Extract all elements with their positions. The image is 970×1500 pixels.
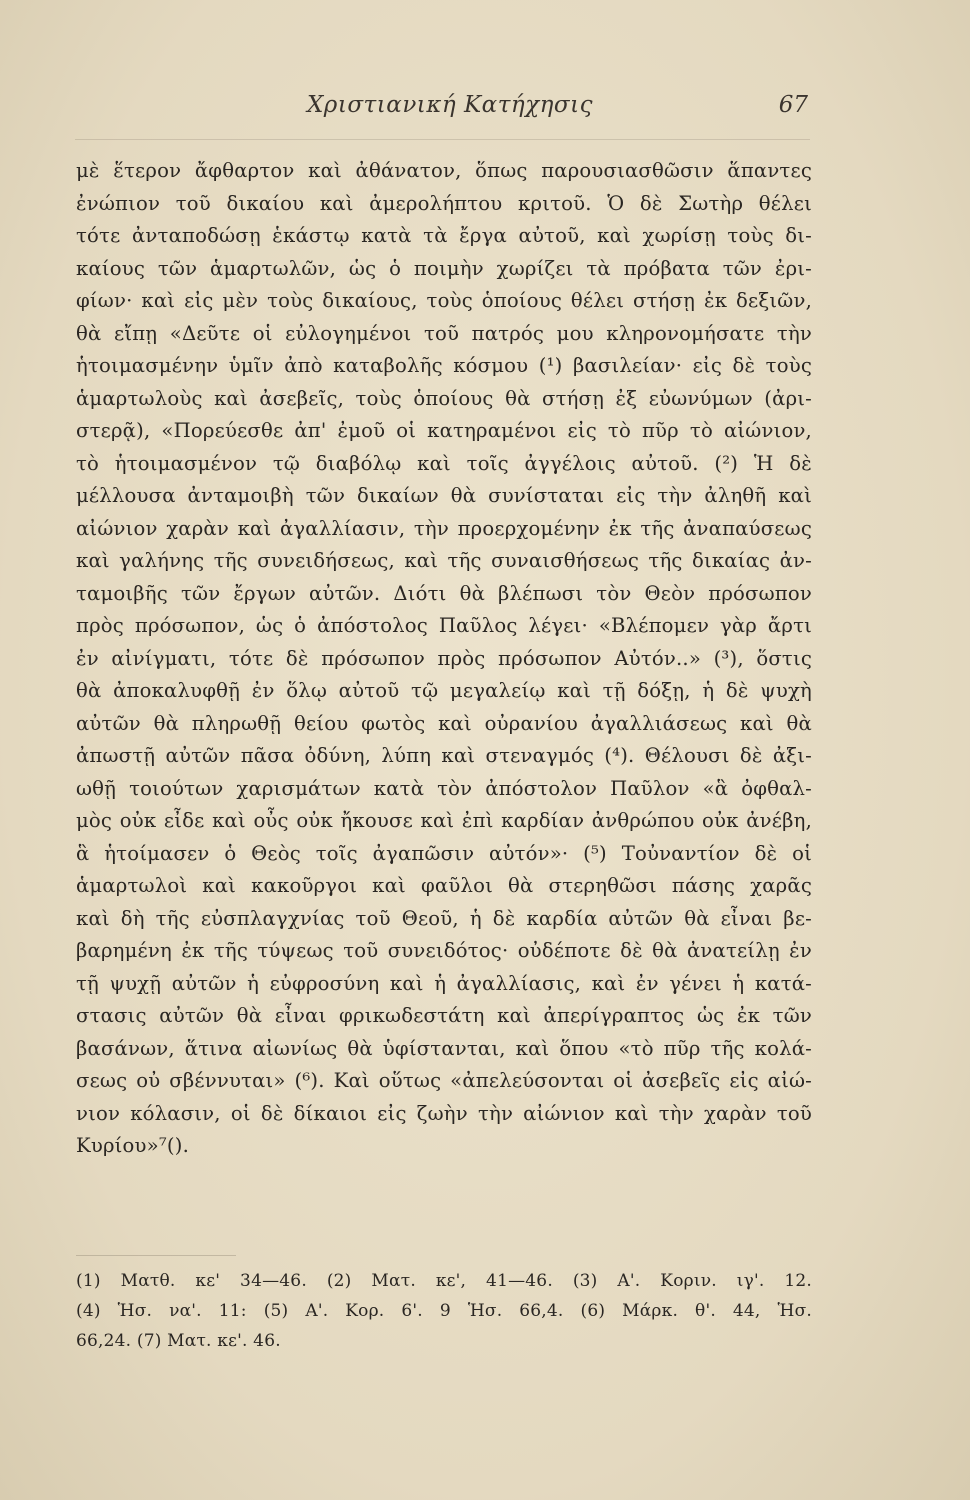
- footnotes: [76, 1266, 812, 1356]
- footnote-line: (1) Ματθ. κε' 34—46. (2) Ματ. κε', 41—46. (3) Α'. Κοριν. ιγ'. 12.: [76, 1271, 812, 1291]
- text-line: στερᾷ), «Πορεύεσθε ἀπ' ἐμοῦ οἱ κατηραμένοι εἰς τὸ πῦρ τὸ αἰώνιον,: [76, 419, 812, 442]
- footnote-line: (4) Ἡσ. να'. 11: (5) Α'. Κορ. 6'. 9 Ἡσ. 66,4. (6) Μάρκ. θ'. 44, Ἡσ.: [76, 1301, 812, 1321]
- text-line: καίους τῶν ἁμαρτωλῶν, ὡς ὁ ποιμὴν χωρίζει τὰ πρόβατα τῶν ἐρι-: [76, 256, 812, 280]
- text-line: μὸς οὐκ εἶδε καὶ οὖς οὐκ ἤκουσε καὶ ἐπὶ καρδίαν ἀνθρώπου οὐκ ἀνέβη,: [76, 809, 812, 832]
- text-line: καὶ δὴ τῆς εὐσπλαγχνίας τοῦ Θεοῦ, ἡ δὲ καρδία αὐτῶν θὰ εἶναι βε-: [76, 906, 812, 930]
- page-header: [0, 92, 970, 132]
- text-line: αἰώνιον χαρὰν καὶ ἀγαλλίασιν, τὴν προερχομένην ἐκ τῆς ἀναπαύσεως: [76, 516, 812, 540]
- text-line: τότε ἀνταποδώσῃ ἑκάστῳ κατὰ τὰ ἔργα αὐτοῦ, καὶ χωρίσῃ τοὺς δι-: [76, 224, 812, 247]
- text-line: Κυρίου»⁷().: [76, 1134, 190, 1157]
- text-line: ταμοιβῆς τῶν ἔργων αὐτῶν. Διότι θὰ βλέπωσι τὸν Θεὸν πρόσωπον: [76, 581, 812, 605]
- text-line: μέλλουσα ἀνταμοιβὴ τῶν δικαίων θὰ συνίσταται εἰς τὴν ἀληθῆ καὶ: [76, 484, 812, 507]
- text-line: τῇ ψυχῇ αὐτῶν ἡ εὐφροσύνη καὶ ἡ ἀγαλλίασις, καὶ ἐν γένει ἡ κατά-: [76, 971, 812, 995]
- main-text: [76, 155, 812, 1163]
- text-line: στασις αὐτῶν θὰ εἶναι φρικωδεστάτη καὶ ἀπερίγραπτος ὡς ἐκ τῶν: [76, 1004, 812, 1027]
- text-line: πρὸς πρόσωπον, ὡς ὁ ἀπόστολος Παῦλος λέγει· «Βλέπομεν γὰρ ἄρτι: [76, 614, 812, 637]
- text-line: ἀπωστῇ αὐτῶν πᾶσα ὀδύνη, λύπη καὶ στεναγμός (⁴). Θέλουσι δὲ ἀξι-: [76, 744, 812, 767]
- footnote-line: 66,24. (7) Ματ. κε'. 46.: [76, 1331, 281, 1351]
- text-line: ἁμαρτωλοὺς καὶ ἀσεβεῖς, τοὺς ὁποίους θὰ στήσῃ ἐξ εὐωνύμων (ἀρι-: [76, 386, 812, 410]
- text-line: νιον κόλασιν, οἱ δὲ δίκαιοι εἰς ζωὴν τὴν αἰώνιον καὶ τὴν χαρὰν τοῦ: [76, 1101, 812, 1125]
- text-line: ωθῇ τοιούτων χαρισμάτων κατὰ τὸν ἀπόστολον Παῦλον «ἃ ὀφθαλ-: [76, 776, 812, 800]
- text-line: καὶ γαλήνης τῆς συνειδήσεως, καὶ τῆς συναισθήσεως τῆς δικαίας ἀν-: [76, 549, 812, 572]
- text-line: ἃ ἡτοίμασεν ὁ Θεὸς τοῖς ἀγαπῶσιν αὐτόν»· (⁵) Τοὐναντίον δὲ οἱ: [76, 841, 812, 865]
- text-line: αὐτῶν θὰ πληρωθῇ θείου φωτὸς καὶ οὐρανίου ἀγαλλιάσεως καὶ θὰ: [76, 711, 812, 735]
- text-line: ἐν αἰνίγματι, τότε δὲ πρόσωπον πρὸς πρόσωπον Αὐτόν..» (³), ὅστις: [76, 646, 812, 670]
- text-line: θὰ εἴπῃ «Δεῦτε οἱ εὐλογημένοι τοῦ πατρός μου κληρονομήσατε τὴν: [76, 321, 812, 345]
- footnote-divider: [76, 1255, 236, 1256]
- text-line: θὰ ἀποκαλυφθῇ ἐν ὅλῳ αὐτοῦ τῷ μεγαλείῳ καὶ τῇ δόξῃ, ἡ δὲ ψυχὴ: [76, 679, 812, 702]
- text-line: τὸ ἡτοιμασμένον τῷ διαβόλῳ καὶ τοῖς ἀγγέλοις αὐτοῦ. (²) Ἡ δὲ: [76, 451, 812, 475]
- running-title: Χριστιανική Κατήχησις: [306, 92, 594, 118]
- text-line: βασάνων, ἅτινα αἰωνίως θὰ ὑφίστανται, καὶ ὅπου «τὸ πῦρ τῆς κολά-: [76, 1036, 812, 1060]
- text-line: φίων· καὶ εἰς μὲν τοὺς δικαίους, τοὺς ὁποίους θέλει στήσῃ ἐκ δεξιῶν,: [76, 289, 812, 312]
- text-line: ἁμαρτωλοὶ καὶ κακοῦργοι καὶ φαῦλοι θὰ στερηθῶσι πάσης χαρᾶς: [76, 874, 812, 897]
- text-line: βαρημένη ἐκ τῆς τύψεως τοῦ συνειδότος· οὐδέποτε δὲ θὰ ἀνατείλῃ ἐν: [76, 939, 812, 962]
- page-number: 67: [778, 92, 808, 118]
- header-divider: [75, 139, 810, 140]
- text-line: ἐνώπιον τοῦ δικαίου καὶ ἀμερολήπτου κριτοῦ. Ὁ δὲ Σωτὴρ θέλει: [76, 191, 812, 215]
- text-line: μὲ ἕτερον ἄφθαρτον καὶ ἀθάνατον, ὅπως παρουσιασθῶσιν ἅπαντες: [76, 159, 812, 182]
- text-line: ἡτοιμασμένην ὑμῖν ἀπὸ καταβολῆς κόσμου (¹) βασιλείαν· εἰς δὲ τοὺς: [76, 354, 812, 377]
- text-line: σεως οὐ σβέννυται» (⁶). Καὶ οὕτως «ἀπελεύσονται οἱ ἀσεβεῖς εἰς αἰώ-: [76, 1069, 812, 1092]
